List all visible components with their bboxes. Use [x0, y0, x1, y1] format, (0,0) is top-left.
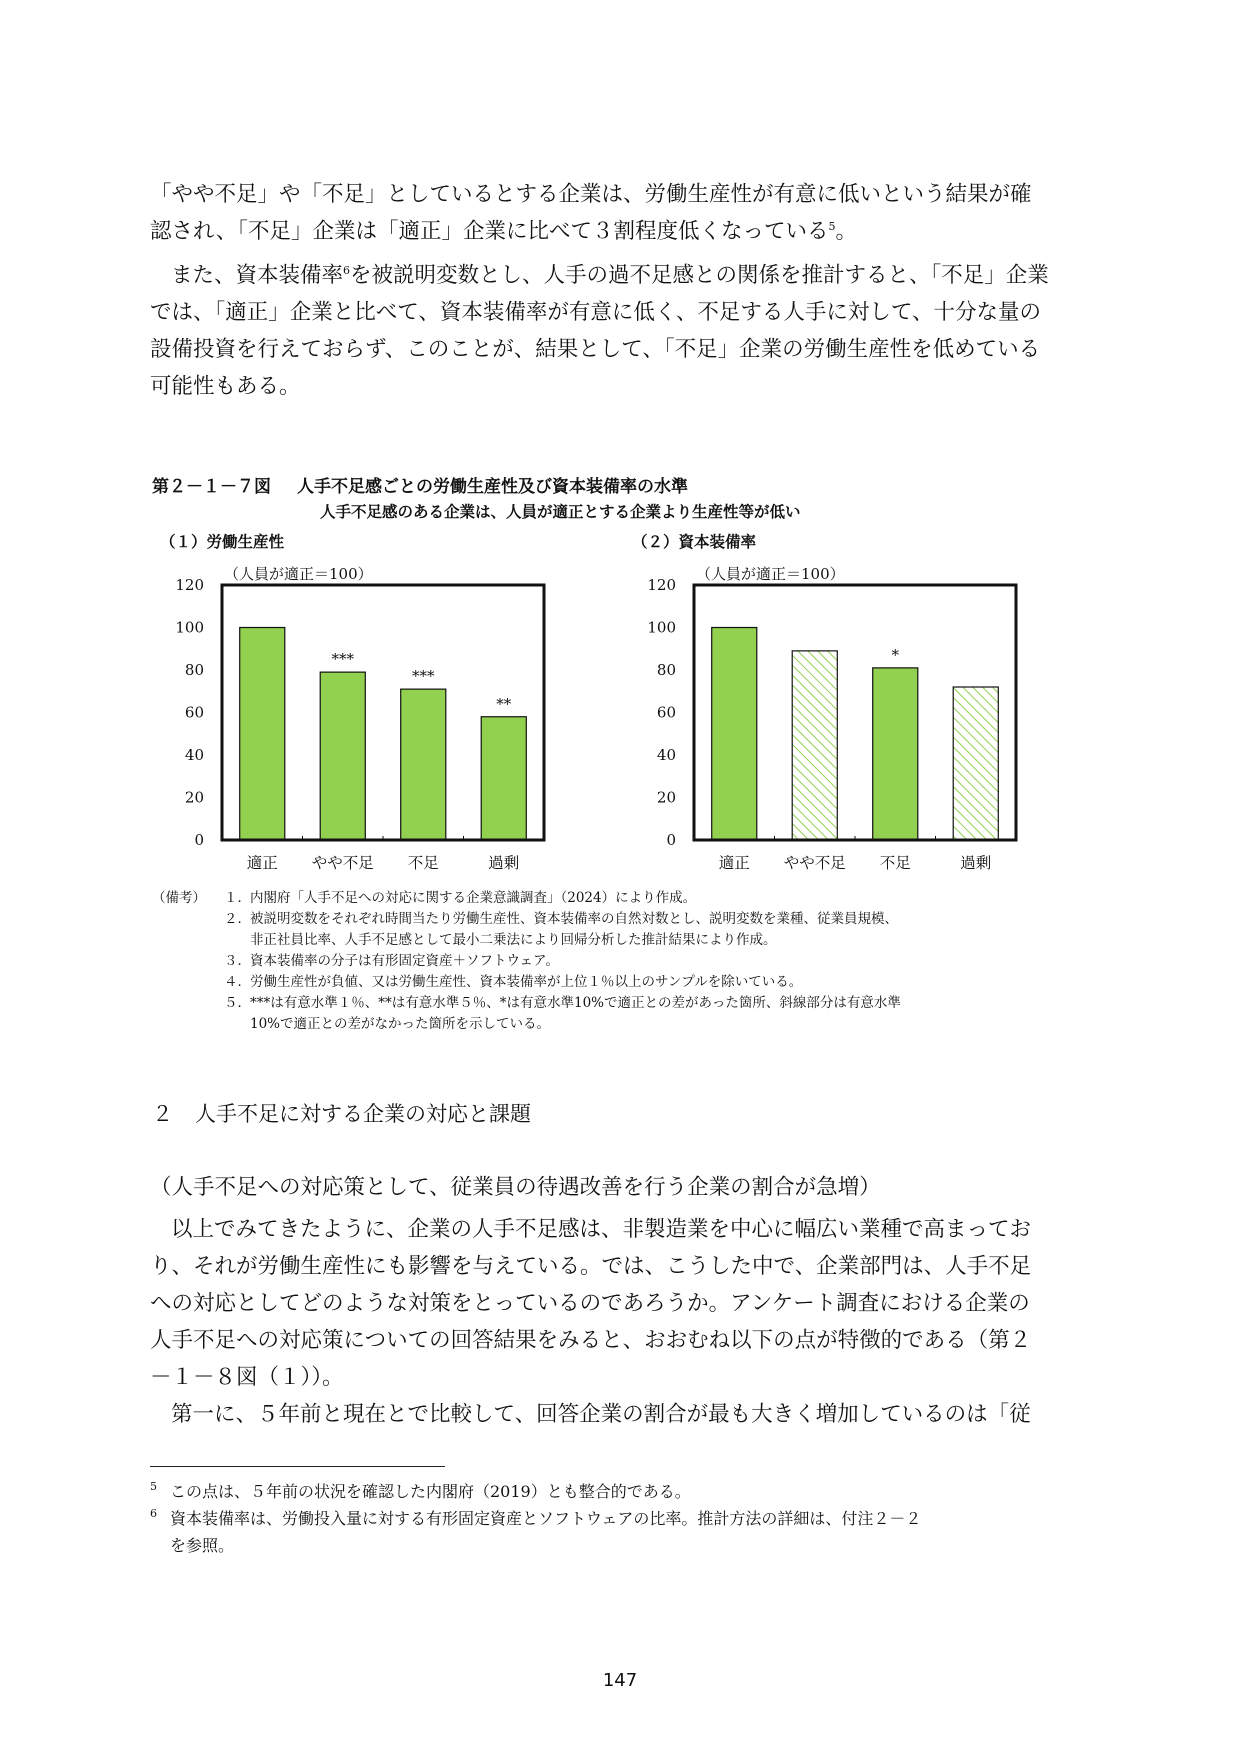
footnote-text-continued: を参照。 — [170, 1536, 235, 1555]
figure-title-text: 人手不足感ごとの労働生産性及び資本装備率の水準 — [297, 477, 688, 497]
significance-marker: *** — [412, 667, 435, 686]
bar-過剰 — [481, 717, 526, 840]
y-tick-label: 40 — [656, 746, 676, 764]
y-tick-label: 60 — [656, 703, 676, 722]
bar-不足 — [873, 668, 918, 840]
paragraph-2 — [150, 257, 1095, 405]
section-heading — [152, 1098, 531, 1128]
footnotes — [150, 1478, 1095, 1559]
footnote-5 — [150, 1478, 1095, 1505]
paragraph-1-tail: 。 — [835, 219, 858, 244]
note-number: ５． — [224, 995, 251, 1011]
paragraph-2-text-b: を被説明変数とし、人手の過不足感との関係を推計すると、「不足」企業 — [350, 263, 1049, 288]
section-number: ２ — [152, 1102, 173, 1126]
y-tick-label: 80 — [184, 661, 204, 679]
unit-label: （人員が適正＝100） — [224, 565, 373, 583]
significance-marker: *** — [331, 650, 354, 669]
y-tick-label: 80 — [656, 661, 676, 679]
significance-marker: ** — [496, 694, 512, 713]
subsection-heading: （人手不足への対応策として、従業員の待遇改善を行う企業の割合が急増） — [150, 1175, 881, 1200]
bar-やや不足 — [792, 651, 837, 840]
figure-number: 第２－１－７図 — [152, 477, 271, 497]
note-text: 労働生産性が負値、又は労働生産性、資本装備率が上位１％以上のサンプルを除いている。 — [250, 974, 803, 990]
note-number: ２． — [224, 911, 251, 927]
note-item — [152, 909, 901, 930]
y-tick-label: 20 — [184, 788, 204, 807]
y-tick-label: 0 — [666, 831, 676, 849]
figure-notes — [152, 888, 901, 1035]
y-tick-label: 60 — [184, 703, 204, 722]
bar-やや不足 — [320, 672, 365, 840]
note-text: ***は有意水準１％、**は有意水準５％、*は有意水準10%で適正との差があった箇所、斜線部分は有意水準 — [250, 995, 901, 1011]
x-category-label: 不足 — [879, 854, 911, 872]
paragraph-3-line: への対応としてどのような対策をとっているのであろうか。アンケート調査における企業の — [150, 1291, 1030, 1316]
footnote-6 — [150, 1505, 1095, 1532]
note-text-continued: 10%で適正との差がなかった箇所を示している。 — [250, 1016, 551, 1032]
x-category-label: 過剰 — [960, 854, 992, 872]
footnote-divider — [150, 1466, 445, 1467]
y-tick-label: 100 — [175, 618, 204, 637]
paragraph-1-line: 「やや不足」や「不足」としているとする企業は、労働生産性が有意に低いという結果が確 — [150, 182, 1032, 207]
unit-label: （人員が適正＝100） — [696, 565, 845, 583]
x-category-label: 不足 — [407, 854, 439, 872]
paragraph-3-line: り、それが労働生産性にも影響を与えている。では、こうした中で、企業部門は、人手不足 — [150, 1254, 1032, 1279]
y-tick-label: 120 — [175, 576, 204, 594]
footnote-ref-5[interactable]: 5 — [828, 219, 836, 233]
paragraph-4 — [150, 1396, 1095, 1433]
paragraph-2-line — [150, 257, 1095, 294]
chart-1-panel-title: （１）労働生産性 — [160, 533, 285, 551]
paragraph-3-line: －１－８図（１））。 — [150, 1365, 344, 1390]
significance-marker: * — [891, 645, 899, 664]
bar-不足 — [401, 689, 446, 840]
paragraph-3 — [150, 1211, 1095, 1396]
y-tick-label: 40 — [184, 746, 204, 764]
bar-適正 — [240, 628, 285, 841]
paragraph-1-line — [150, 213, 1095, 250]
paragraph-1-line-text: 認され、「不足」企業は「適正」企業に比べて３割程度低くなっている — [150, 219, 829, 244]
figure-subtitle: 人手不足感のある企業は、人員が適正とする企業より生産性等が低い — [320, 503, 801, 521]
x-category-label: 適正 — [718, 854, 750, 872]
bar-過剰 — [953, 687, 998, 840]
labour-productivity-chart — [150, 555, 570, 890]
footnote-mark: 5 — [150, 1480, 157, 1493]
y-tick-label: 120 — [647, 576, 676, 594]
note-item — [152, 993, 901, 1014]
note-text: 被説明変数をそれぞれ時間当たり労働生産性、資本装備率の自然対数とし、説明変数を業種、従業員規模、 — [250, 911, 898, 927]
footnote-ref-6[interactable]: 6 — [343, 263, 351, 277]
x-category-label: やや不足 — [311, 854, 374, 872]
capital-equipment-ratio-chart — [622, 555, 1042, 890]
bar-適正 — [712, 628, 757, 841]
paragraph-4-line: 第一に、５年前と現在とで比較して、回答企業の割合が最も大きく増加しているのは「従 — [171, 1402, 1031, 1427]
note-number: １． — [224, 890, 251, 906]
note-text: 内閣府「人手不足への対応に関する企業意識調査」（2024）により作成。 — [250, 890, 697, 906]
figure-title — [152, 472, 688, 497]
note-text-continued: 非正社員比率、人手不足感として最小二乗法により回帰分析した推計結果により作成。 — [250, 932, 777, 948]
paragraph-2-line: では、「適正」企業と比べて、資本装備率が有意に低く、不足する人手に対して、十分な量の — [150, 300, 1041, 325]
x-category-label: 過剰 — [488, 854, 520, 872]
note-item — [152, 951, 901, 972]
x-category-label: 適正 — [246, 854, 278, 872]
x-category-label: やや不足 — [783, 854, 846, 872]
paragraph-1 — [150, 176, 1095, 250]
notes-heading: （備考） — [152, 890, 206, 906]
note-number: ３． — [224, 953, 251, 969]
note-number: ４． — [224, 974, 251, 990]
paragraph-3-line: 人手不足への対応策についての回答結果をみると、おおむね以下の点が特徴的である（第２ — [150, 1328, 1032, 1353]
y-tick-label: 20 — [656, 788, 676, 807]
paragraph-2-line: 可能性もある。 — [150, 374, 301, 399]
section-title: 人手不足に対する企業の対応と課題 — [195, 1102, 531, 1126]
paragraph-2-text-a: また、資本装備率 — [171, 263, 344, 288]
y-tick-label: 0 — [194, 831, 204, 849]
page-number: 147 — [602, 1670, 638, 1691]
note-text: 資本装備率の分子は有形固定資産＋ソフトウェア。 — [250, 953, 559, 969]
footnote-mark: 6 — [150, 1507, 157, 1520]
chart-2-panel-title: （２）資本装備率 — [632, 533, 757, 551]
note-item — [152, 972, 901, 993]
y-tick-label: 100 — [647, 618, 676, 637]
note-item — [152, 888, 901, 909]
footnote-text: この点は、５年前の状況を確認した内閣府（2019）とも整合的である。 — [170, 1482, 691, 1501]
footnote-text: 資本装備率は、労働投入量に対する有形固定資産とソフトウェアの比率。推計方法の詳細は、付注２－２ — [170, 1509, 922, 1528]
paragraph-3-line: 以上でみてきたように、企業の人手不足感は、非製造業を中心に幅広い業種で高まってお — [171, 1217, 1032, 1242]
paragraph-2-line: 設備投資を行えておらず、このことが、結果として、「不足」企業の労働生産性を低めている — [150, 337, 1041, 362]
